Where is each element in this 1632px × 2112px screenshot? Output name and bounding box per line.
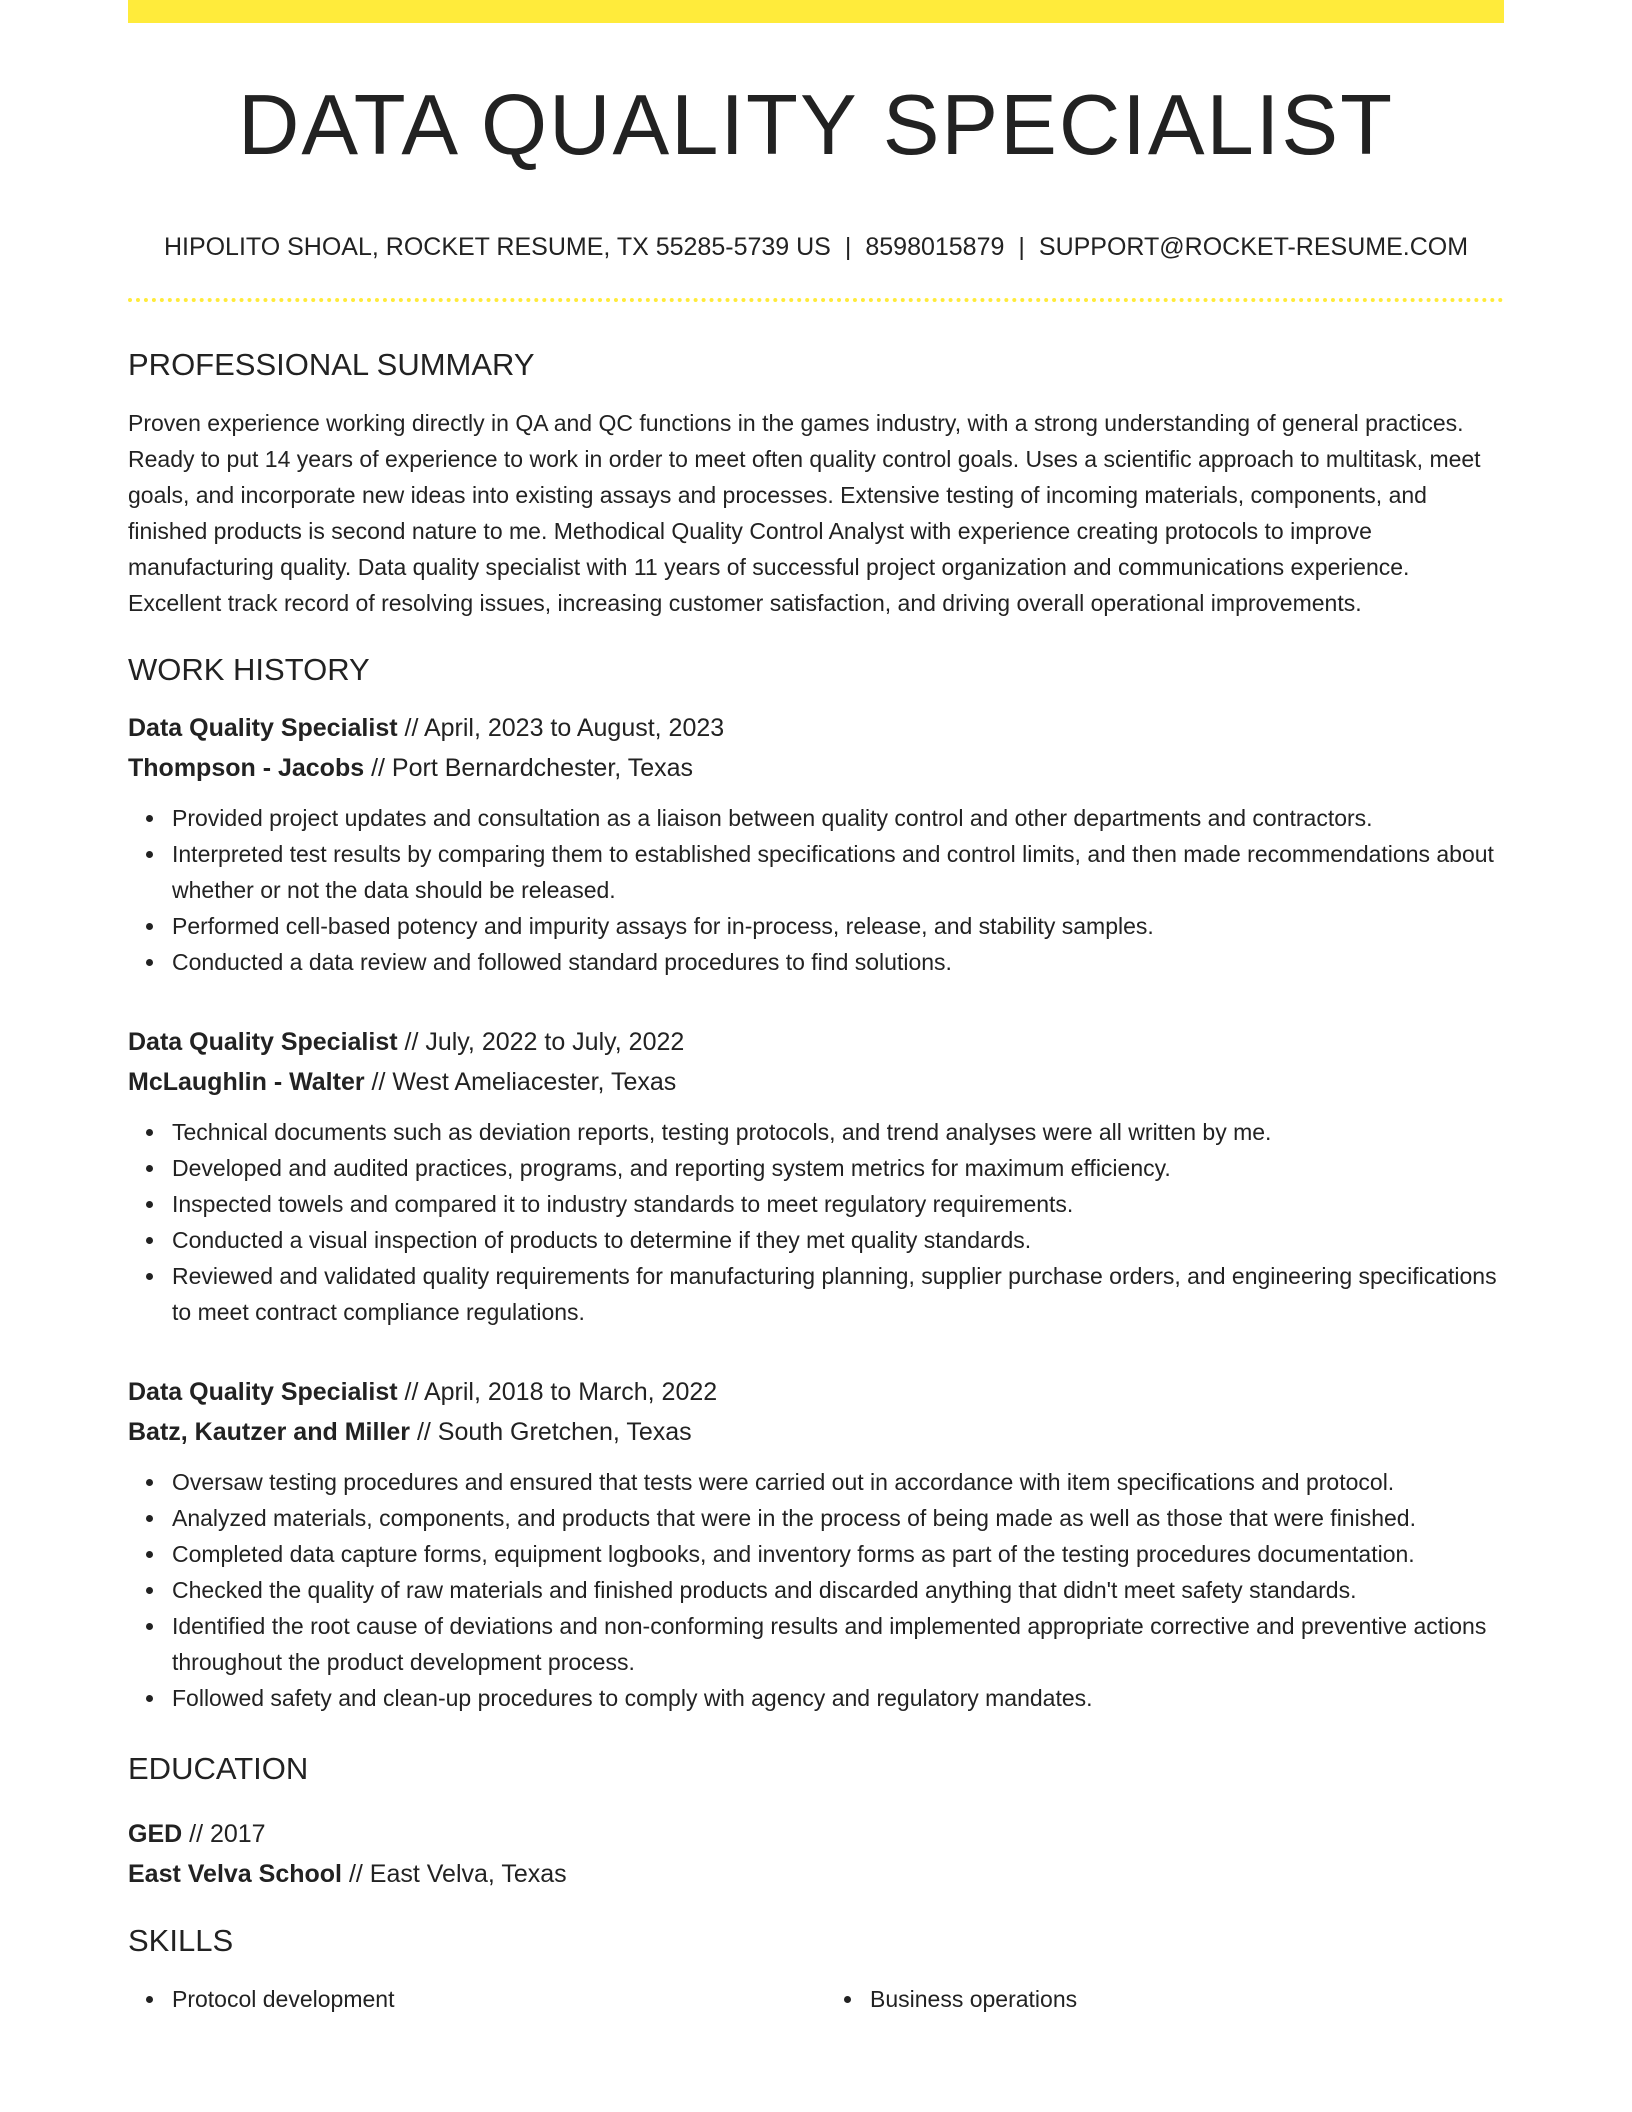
job-location: // South Gretchen, Texas bbox=[410, 1418, 692, 1447]
job-dates: // April, 2023 to August, 2023 bbox=[397, 714, 725, 743]
job-dates: // April, 2018 to March, 2022 bbox=[397, 1378, 718, 1407]
skill-item: Business operations bbox=[870, 1981, 1504, 2017]
job-bullet: Reviewed and validated quality requirements for manufacturing planning, supplier purchase orders, and engineering specifications to meet contract compliance regulations. bbox=[172, 1258, 1504, 1330]
skills-column-right bbox=[826, 1981, 1504, 2017]
job-title-line bbox=[128, 1372, 1504, 1412]
job-bullets bbox=[128, 1114, 1504, 1330]
education-degree-line bbox=[128, 1814, 1504, 1854]
summary-heading: PROFESSIONAL SUMMARY bbox=[128, 347, 535, 382]
contact-separator: | bbox=[1018, 233, 1025, 261]
job-title: Data Quality Specialist bbox=[128, 1028, 398, 1057]
work-history-heading: WORK HISTORY bbox=[128, 652, 370, 688]
job-bullets bbox=[128, 1464, 1504, 1716]
job-company: Batz, Kautzer and Miller bbox=[128, 1418, 410, 1447]
job-dates: // July, 2022 to July, 2022 bbox=[397, 1028, 685, 1057]
summary-text: Proven experience working directly in QA and QC functions in the games industry, with a strong understanding of general practices. Ready to put 14 years of experience to work in order to meet often quality control goals. Uses a scientific approach to multitask, meet goals, and incorporate new ideas into existing assays and processes. Extensive testing of incoming materials, components, and finished products is second nature to me. Methodical Quality Control Analyst with experience creating protocols to improve manufacturing quality. Data quality specialist with 11 years of successful project organization and communications experience. Excellent track record of resolving issues, increasing customer satisfaction, and driving overall operational improvements. bbox=[128, 410, 1481, 617]
job-company-line bbox=[128, 1412, 1504, 1452]
job-company-line bbox=[128, 748, 1504, 788]
job-bullet: Analyzed materials, components, and products that were in the process of being made as well as those that were finished. bbox=[172, 1500, 1504, 1536]
job-bullet: Conducted a data review and followed standard procedures to find solutions. bbox=[172, 944, 1504, 980]
job-title-line bbox=[128, 1022, 1504, 1062]
job-company: McLaughlin - Walter bbox=[128, 1068, 365, 1097]
job-bullet: Completed data capture forms, equipment logbooks, and inventory forms as part of the testing procedures documentation. bbox=[172, 1536, 1504, 1572]
job-bullet: Followed safety and clean-up procedures to comply with agency and regulatory mandates. bbox=[172, 1680, 1504, 1716]
job-entry bbox=[128, 708, 1504, 980]
job-bullet: Checked the quality of raw materials and finished products and discarded anything that didn't meet safety standards. bbox=[172, 1572, 1504, 1608]
resume-page bbox=[128, 0, 1504, 2017]
job-company: Thompson - Jacobs bbox=[128, 754, 365, 783]
skills-grid bbox=[128, 1981, 1504, 2017]
contact-phone: 8598015879 bbox=[865, 233, 1005, 261]
job-title: Data Quality Specialist bbox=[128, 714, 398, 743]
education-school-line bbox=[128, 1854, 1504, 1894]
job-bullet: Provided project updates and consultation as a liaison between quality control and other departments and contractors. bbox=[172, 800, 1504, 836]
contact-email: SUPPORT@ROCKET-RESUME.COM bbox=[1038, 233, 1469, 261]
job-bullet: Interpreted test results by comparing them to established specifications and control limits, and then made recommendations about whether or not the data should be released. bbox=[172, 836, 1504, 908]
dotted-divider bbox=[128, 298, 1504, 302]
skills-column-left bbox=[128, 1981, 806, 2017]
education-heading: EDUCATION bbox=[128, 1751, 309, 1787]
education-school: East Velva School bbox=[128, 1859, 342, 1888]
contact-separator: | bbox=[844, 233, 852, 261]
education-year: // 2017 bbox=[182, 1819, 266, 1848]
job-bullet: Developed and audited practices, programs, and reporting system metrics for maximum efficiency. bbox=[172, 1150, 1504, 1186]
job-location: // West Ameliacester, Texas bbox=[364, 1068, 677, 1097]
accent-bar bbox=[128, 0, 1504, 23]
job-bullet: Performed cell-based potency and impurity assays for in-process, release, and stability samples. bbox=[172, 908, 1504, 944]
job-entry bbox=[128, 1022, 1504, 1330]
contact-address: HIPOLITO SHOAL, ROCKET RESUME, TX 55285-5739 US bbox=[163, 233, 831, 261]
skill-item: Protocol development bbox=[172, 1981, 806, 2017]
job-company-line bbox=[128, 1062, 1504, 1102]
job-bullet: Identified the root cause of deviations and non-conforming results and implemented appropriate corrective and preventive actions throughout the product development process. bbox=[172, 1608, 1504, 1680]
job-bullet: Oversaw testing procedures and ensured that tests were carried out in accordance with item specifications and protocol. bbox=[172, 1464, 1504, 1500]
job-bullet: Conducted a visual inspection of products to determine if they met quality standards. bbox=[172, 1222, 1504, 1258]
job-location: // Port Bernardchester, Texas bbox=[364, 754, 694, 783]
job-title: Data Quality Specialist bbox=[128, 1378, 398, 1407]
education-location: // East Velva, Texas bbox=[342, 1859, 567, 1888]
education-degree: GED bbox=[128, 1819, 183, 1848]
job-title-line bbox=[128, 708, 1504, 748]
job-bullets bbox=[128, 800, 1504, 980]
job-entry bbox=[128, 1372, 1504, 1716]
resume-title: DATA QUALITY SPECIALIST bbox=[237, 78, 1395, 173]
contact-line bbox=[128, 232, 1504, 262]
job-bullet: Technical documents such as deviation reports, testing protocols, and trend analyses were all written by me. bbox=[172, 1114, 1504, 1150]
education-entry bbox=[128, 1814, 1504, 1894]
skills-heading: SKILLS bbox=[128, 1922, 234, 1958]
job-bullet: Inspected towels and compared it to industry standards to meet regulatory requirements. bbox=[172, 1186, 1504, 1222]
